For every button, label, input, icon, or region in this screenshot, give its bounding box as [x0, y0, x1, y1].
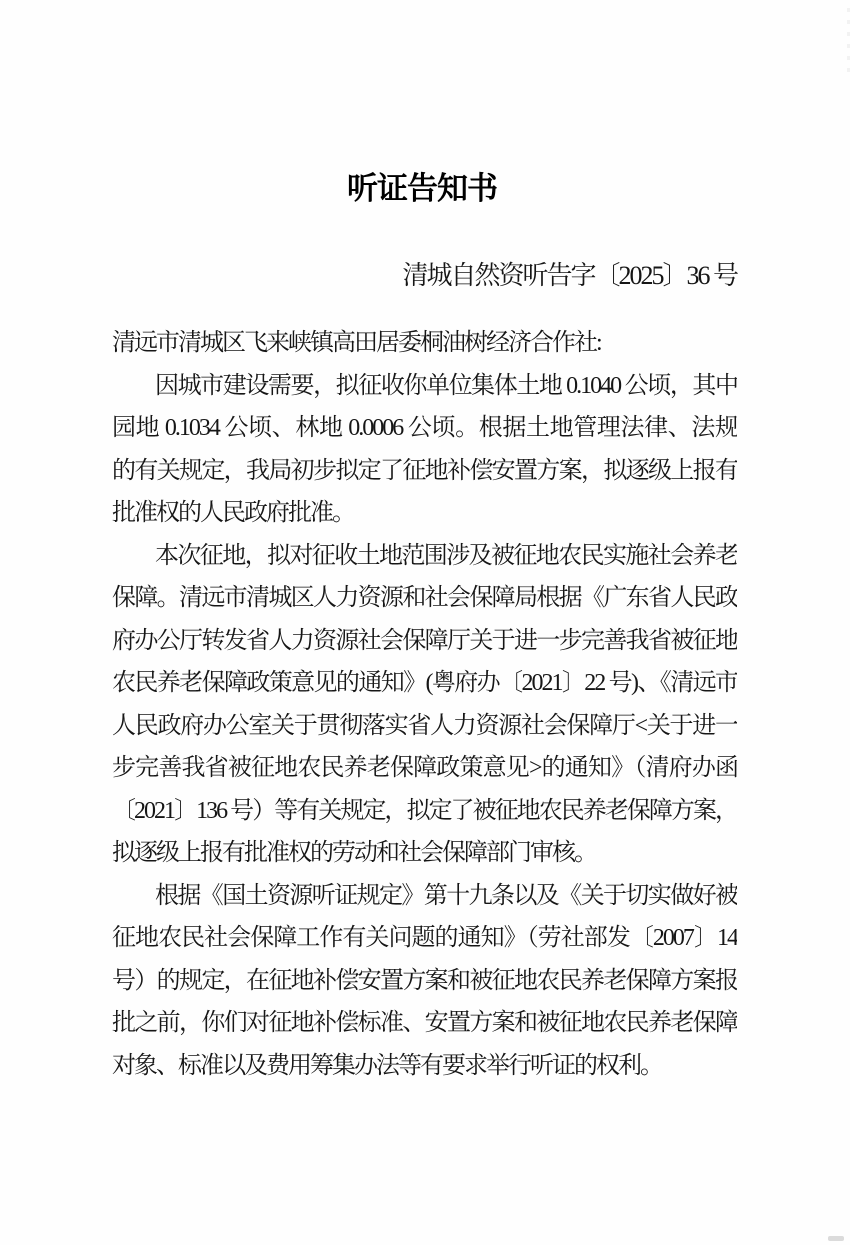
scan-smudge-mark: [828, 1236, 844, 1241]
body-line: 因城市建设需要，拟征收你单位集体土地 0.1040 公顷，其中: [155, 372, 737, 399]
document-body: [112, 322, 737, 1087]
body-line: 〔2021〕136 号）等有关规定，拟定了被征地农民养老保障方案，: [112, 797, 737, 824]
body-line: 保障。清远市清城区人力资源和社会保障局根据《广东省人民政: [112, 585, 737, 611]
body-line: 农民养老保障政策意见的通知》(粤府办〔2021〕22 号)、《清远市: [112, 670, 737, 696]
body-line: 步完善我省被征地农民养老保障政策意见>的通知》（清府办函: [112, 755, 737, 781]
document-reference-number: 清城自然资听告字〔2025〕36 号: [402, 261, 737, 290]
body-line: 本次征地，拟对征收土地范围涉及被征地农民实施社会养老: [155, 542, 737, 569]
paragraph: [112, 365, 737, 535]
body-line: 号）的规定，在征地补偿安置方案和被征地农民养老保障方案报: [112, 967, 737, 994]
body-line: 人民政府办公室关于贯彻落实省人力资源社会保障厅<关于进一: [112, 712, 737, 739]
body-line: 对象、标准以及费用筹集办法等有要求举行听证的权利。: [112, 1052, 662, 1079]
body-line: 园地 0.1034 公顷、林地 0.0006 公顷。根据土地管理法律、法规: [112, 415, 737, 441]
body-line: 征地农民社会保障工作有关问题的通知》（劳社部发〔2007〕14: [112, 925, 737, 951]
body-line: 府办公厅转发省人力资源社会保障厅关于进一步完善我省被征地: [112, 627, 737, 654]
document-title: 听证告知书: [347, 171, 497, 206]
body-line: 批准权的人民政府批准。: [112, 500, 354, 526]
body-line: 拟逐级上报有批准权的劳动和社会保障部门审核。: [112, 840, 596, 866]
paragraph: [112, 535, 737, 875]
body-line: 根据《国土资源听证规定》第十九条以及《关于切实做好被: [155, 882, 737, 909]
body-line: 的有关规定，我局初步拟定了征地补偿安置方案，拟逐级上报有: [112, 457, 737, 484]
paragraph: [112, 875, 737, 1088]
addressee-line: 清远市清城区飞来峡镇高田居委桐油树经济合作社:: [112, 330, 601, 356]
body-line: 批之前，你们对征地补偿标准、安置方案和被征地农民养老保障: [112, 1010, 737, 1036]
